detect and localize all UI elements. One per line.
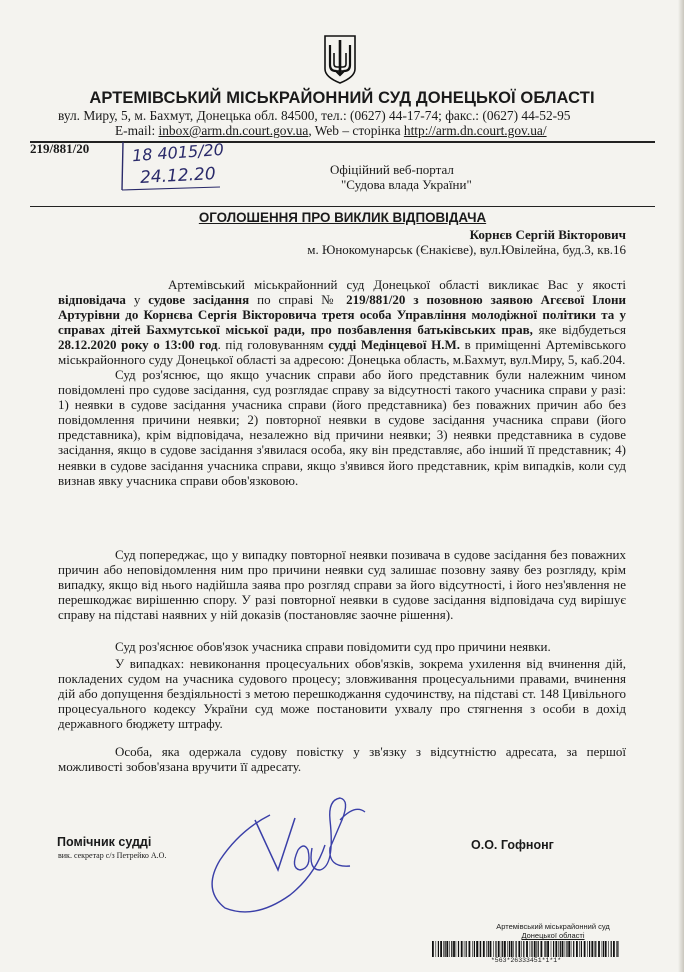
barcode-bar bbox=[456, 941, 457, 957]
email-link[interactable]: inbox@arm.dn.court.gov.ua bbox=[158, 123, 309, 138]
barcode-bar bbox=[603, 941, 604, 957]
barcode-bar bbox=[605, 941, 607, 957]
handwritten-registration-number: 18 4015/20 bbox=[131, 139, 225, 166]
barcode-bar bbox=[521, 941, 522, 957]
barcode-bar bbox=[558, 941, 559, 957]
barcode-bar bbox=[461, 941, 463, 957]
barcode-bar bbox=[530, 941, 531, 957]
barcode-bar bbox=[518, 941, 520, 957]
barcode-bar bbox=[547, 941, 549, 957]
paragraph-warning: Суд попереджає, що у випадку повторної неявки позивача в судове засідання без поважних причин або неповідомлення ним про причини неявки суд залишає позовну заяву без розгляду, крім випадку, якщо від нього надійшла заява про розгляд справи за його відсутності, і його нез'явлення не перешкоджає вирішенню спору. У разі повторної неявки в судове засідання відповідача суд вирішує справу на підставі наявних у ній доказів (постановляє заочне рішення). bbox=[58, 547, 626, 623]
barcode-bar bbox=[511, 941, 513, 957]
barcode-bar bbox=[458, 941, 459, 957]
barcode-bar bbox=[509, 941, 510, 957]
barcode-bar bbox=[571, 941, 572, 957]
barcode-bar bbox=[531, 941, 532, 957]
barcode-bar bbox=[536, 941, 537, 957]
paragraph-duty: Суд роз'яснює обов'язок учасника справи повідомити суд про причини неявки. bbox=[115, 639, 551, 654]
barcode-bar bbox=[476, 941, 478, 957]
web-label: , Web – сторінка bbox=[308, 123, 404, 138]
page-edge-shadow bbox=[678, 0, 684, 972]
executor-note: вик. секретар с/з Петрейко А.О. bbox=[58, 851, 167, 860]
barcode-bar bbox=[490, 941, 492, 957]
barcode-bar bbox=[483, 941, 485, 957]
barcode-bar bbox=[560, 941, 561, 957]
barcode-bar bbox=[555, 941, 557, 957]
barcode-bar bbox=[579, 941, 580, 957]
text-run: . під головуванням bbox=[217, 337, 329, 353]
handwritten-date: 24.12.20 bbox=[139, 164, 217, 188]
signer-name: О.О. Гофнонг bbox=[471, 838, 554, 852]
barcode-bar bbox=[472, 941, 473, 957]
barcode-bar bbox=[526, 941, 528, 957]
barcode-bar bbox=[568, 941, 570, 957]
barcode-bar bbox=[507, 941, 508, 957]
barcode-bar bbox=[608, 941, 609, 957]
handwritten-signature bbox=[200, 790, 380, 920]
case-number: 219/881/20 bbox=[30, 141, 90, 156]
case-description: 219/881/20 з позовною заявою Агєєвої Ілони Артурівни до Корнєва Сергія Вікторовича третя особа Управління молодіжної політики та у справах дітей Бахмутської міської ради, про позбавлення батьківських прав, bbox=[58, 292, 627, 338]
barcode-bar bbox=[613, 941, 615, 957]
barcode-bar bbox=[617, 941, 618, 957]
barcode-bar bbox=[545, 941, 546, 957]
stamp-line-2: Донецької області bbox=[521, 931, 585, 940]
barcode-bar bbox=[544, 941, 545, 957]
barcode-bar bbox=[498, 941, 500, 957]
barcode-text: *563*26333451*1*1* bbox=[490, 957, 562, 964]
paragraph-absence-rules: Суд роз'яснює, що якщо учасник справи або його представник були належним чином повідомлені про судове засідання, суд розглядає справу за відсутності такого учасника справи у разі: 1) неявки в судове засідання учасника справи (його представника) без поважних причин або без повідомлення причини неявки; 2) повторної неявки в судове засідання учасника справи (його представника), крім відповідача, незалежно від причини неявки; 3) неявки представника в судове засідання, якщо в судове засідання з'явилася особа, яку він представляє, або інший її представник; 4) неявки в судове засідання учасника справи, якщо з'явився його представник, крім випадків, коли суд визнав явку учасника справи обов'язковою. bbox=[58, 367, 626, 488]
barcode-bar bbox=[576, 941, 578, 957]
barcode-bar bbox=[464, 941, 465, 957]
recipient-address: м. Юнокомунарськ (Єнакієве), вул.Ювілейна, буд.3, кв.16 bbox=[307, 242, 626, 257]
signer-position: Помічник судді bbox=[57, 835, 152, 849]
barcode-bar bbox=[453, 941, 455, 957]
barcode-bar bbox=[534, 941, 536, 957]
text-run: яке відбудеться bbox=[532, 322, 627, 338]
paragraph-delivery: Особа, яка одержала судову повістку у зв'язку з відсутністю адресата, за першої можливості зобов'язана вручити її адресату. bbox=[58, 744, 626, 775]
barcode-bar bbox=[493, 941, 494, 957]
barcode-bar bbox=[602, 941, 603, 957]
barcode-bar bbox=[440, 941, 442, 957]
barcode-bar bbox=[504, 941, 506, 957]
barcode-bar bbox=[466, 941, 467, 957]
barcode-bar bbox=[451, 941, 452, 957]
barcode-bar bbox=[595, 941, 596, 957]
barcode-bar bbox=[616, 941, 617, 957]
portal-line-1: Офіційний веб-портал bbox=[330, 162, 454, 177]
court-address: вул. Миру, 5, м. Бахмут, Донецька обл. 84500, тел.: (0627) 44-17-74; факс.: (0627) 44-52-95 bbox=[58, 108, 571, 123]
barcode-bar bbox=[502, 941, 503, 957]
barcode bbox=[432, 941, 620, 957]
barcode-bar bbox=[486, 941, 487, 957]
barcode-bar bbox=[488, 941, 489, 957]
heading-divider bbox=[30, 206, 655, 207]
barcode-bar bbox=[565, 941, 566, 957]
barcode-bar bbox=[469, 941, 471, 957]
text-run: в приміщенні Артемівського міськрайонного суду Донецької області за адресою: Донецька область, м.Бахмут, вул.Миру, 5, каб.204. bbox=[58, 337, 626, 368]
paragraph-summons bbox=[58, 277, 626, 368]
barcode-bar bbox=[501, 941, 502, 957]
barcode-bar bbox=[513, 941, 514, 957]
judge-name: судді Медінцевої Н.М. bbox=[328, 337, 461, 353]
stamp-line-1: Артемівський міськрайонний суд bbox=[496, 922, 610, 931]
barcode-bar bbox=[480, 941, 481, 957]
barcode-bar bbox=[573, 941, 574, 957]
barcode-bar bbox=[479, 941, 480, 957]
barcode-bar bbox=[432, 941, 434, 957]
barcode-bar bbox=[598, 941, 600, 957]
web-link[interactable]: http://arm.dn.court.gov.ua/ bbox=[403, 123, 547, 138]
barcode-bar bbox=[562, 941, 564, 957]
barcode-bar bbox=[587, 941, 588, 957]
court-contacts bbox=[115, 123, 547, 139]
handwritten-registration-mark bbox=[120, 140, 240, 195]
barcode-bar bbox=[538, 941, 539, 957]
trident-emblem-icon bbox=[322, 33, 358, 85]
barcode-bar bbox=[516, 941, 517, 957]
barcode-bar bbox=[594, 941, 595, 957]
barcode-bar bbox=[581, 941, 582, 957]
email-label: E-mail: bbox=[115, 123, 159, 138]
bold-run: відповідача bbox=[58, 292, 126, 308]
stamp-court-name bbox=[488, 922, 618, 940]
barcode-bar bbox=[611, 941, 612, 957]
barcode-bar bbox=[445, 941, 446, 957]
notice-heading: ОГОЛОШЕННЯ ПРО ВИКЛИК ВІДПОВІДАЧА bbox=[198, 210, 487, 225]
barcode-bar bbox=[591, 941, 593, 957]
barcode-bar bbox=[446, 941, 448, 957]
barcode-bar bbox=[438, 941, 439, 957]
barcode-bar bbox=[523, 941, 524, 957]
barcode-bar bbox=[449, 941, 450, 957]
recipient-name: Корнєв Сергій Вікторович bbox=[469, 227, 626, 242]
text-run: по справі № bbox=[249, 292, 347, 308]
text-run: Артемівський міськрайонний суд Донецької області викликає Вас у якості bbox=[168, 277, 626, 292]
barcode-bar bbox=[551, 941, 552, 957]
barcode-bar bbox=[474, 941, 475, 957]
barcode-bar bbox=[443, 941, 444, 957]
barcode-bar bbox=[589, 941, 590, 957]
barcode-bar bbox=[436, 941, 437, 957]
portal-line-2: "Судова влада України" bbox=[341, 177, 472, 192]
barcode-bar bbox=[553, 941, 554, 957]
bold-run: судове засідання bbox=[148, 292, 250, 308]
barcode-bar bbox=[566, 941, 567, 957]
court-name: АРТЕМІВСЬКИЙ МІСЬКРАЙОННИЙ СУД ДОНЕЦЬКОЇ ОБЛАСТІ bbox=[89, 89, 595, 107]
barcode-bar bbox=[541, 941, 543, 957]
barcode-bar bbox=[584, 941, 586, 957]
text-run: у bbox=[125, 292, 149, 308]
barcode-bar bbox=[495, 941, 496, 957]
paragraph-penalties: У випадках: невиконання процесуальних обов'язків, зокрема ухилення від вчинення дій, покладених судом на учасника судового процесу; зловживання процесуальними правами, вчинення дій або допущення бездіяльності з метою перешкоджання судочинству, на підставі ст. 148 Цивільного процесуального кодексу України суд може постановити ухвалу про стягнення з особи в дохід державного бюджету штрафу. bbox=[58, 656, 626, 732]
hearing-datetime: 28.12.2020 року о 13:00 год bbox=[58, 337, 218, 353]
